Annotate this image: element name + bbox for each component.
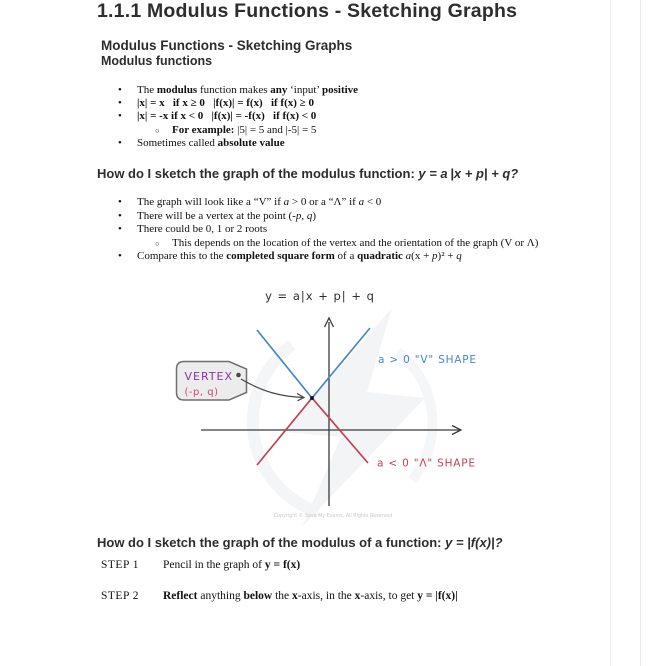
list-item-text	[137, 210, 316, 224]
list-item	[118, 84, 588, 97]
list-item-text	[172, 237, 538, 251]
list-item-text	[137, 196, 381, 210]
text-segment: The	[137, 84, 157, 96]
page-subheading: Modulus functions	[101, 54, 213, 68]
page-edge-line	[640, 0, 641, 666]
step-label: STEP 2	[101, 590, 140, 602]
text-segment: anything	[197, 590, 244, 602]
text-segment: a	[358, 196, 365, 208]
text-segment: (x +	[411, 250, 433, 263]
text-segment: Compare this to the	[137, 250, 227, 263]
vertex-tag	[177, 362, 247, 401]
bullet-marker: •	[118, 223, 122, 236]
text-segment: the	[272, 590, 293, 602]
text-segment: p	[295, 209, 302, 222]
list-item	[118, 124, 588, 137]
equation-label: y = a|x + p| + q	[265, 289, 375, 303]
bullet-marker: •	[118, 209, 122, 222]
list-item-text	[137, 223, 267, 237]
text-segment: q	[306, 209, 313, 222]
page-title: 1.1.1 Modulus Functions - Sketching Graphs	[97, 0, 518, 22]
bullet-marker: •	[118, 250, 122, 263]
text-segment: x	[292, 590, 298, 602]
bullet-marker: •	[118, 84, 122, 96]
lambda-shape-label: a < 0 "Λ" SHAPE	[377, 457, 476, 470]
list-item	[118, 97, 588, 110]
text-segment: below	[243, 590, 273, 602]
step-row	[101, 559, 458, 571]
step-label: STEP 1	[101, 559, 140, 571]
text-segment: absolute value	[217, 136, 285, 149]
vertex-label: VERTEX	[184, 370, 234, 383]
list-item	[118, 110, 588, 123]
text-segment: any	[270, 84, 288, 96]
heading-text: How do I sketch the graph of the modulus of a function:	[97, 535, 446, 550]
bullet-marker: •	[118, 136, 122, 149]
text-segment: Pencil in the graph of	[163, 559, 265, 571]
bullet-marker: •	[118, 97, 122, 110]
copyright-text: Copyright © Save My Exams. All Rights Reserved	[273, 514, 393, 519]
list-item	[118, 196, 588, 210]
text-segment: )	[312, 209, 316, 222]
section-heading-modulus-of-function	[97, 535, 503, 550]
text-segment: ,	[301, 209, 307, 222]
text-segment: a	[283, 196, 290, 208]
text-segment: q	[456, 250, 462, 263]
heading-math: y = a |x + p| + q?	[418, 166, 519, 181]
text-segment: modulus	[156, 84, 198, 96]
text-segment: x	[354, 590, 361, 602]
tag-hole	[236, 373, 241, 378]
text-segment: a	[405, 250, 412, 263]
heading-text: How do I sketch the graph of the modulus function:	[97, 166, 419, 181]
step-text	[163, 559, 300, 571]
text-segment: |x| = -x if x < 0 |f(x)| = -f(x) if f(x) < 0	[137, 110, 317, 123]
step-text	[163, 590, 458, 602]
bullet-marker: ○	[155, 238, 160, 248]
list-item-text	[137, 110, 316, 123]
text-segment: function makes	[197, 84, 271, 96]
text-segment: positive	[321, 84, 359, 96]
page-edge-line	[610, 0, 611, 666]
page-subtitle: Modulus Functions - Sketching Graphs	[101, 38, 353, 53]
section-heading-sketch-modulus	[97, 166, 518, 181]
list-item	[118, 137, 588, 150]
list-item-text	[137, 97, 314, 110]
watermark-logo	[253, 308, 433, 527]
text-segment: ‘input’	[287, 84, 322, 96]
text-segment: quadratic	[357, 250, 403, 263]
text-segment: Reflect	[163, 590, 198, 602]
text-segment: > 0 or a “Λ” if	[289, 196, 359, 208]
bullet-marker: •	[118, 196, 122, 208]
text-segment: completed square form	[226, 250, 335, 263]
list-item	[118, 250, 588, 264]
text-segment: Sometimes called	[137, 136, 218, 149]
list-item-text	[137, 137, 285, 150]
text-segment: y = f(x)	[264, 559, 301, 571]
text-segment: There will be a vertex at the point (-	[137, 209, 296, 222]
step-row	[101, 590, 458, 602]
text-segment: The graph will look like a “V” if	[137, 196, 284, 208]
text-segment: There could be 0, 1 or 2 roots	[137, 223, 268, 236]
text-segment: |5| = 5 and |-5| = 5	[234, 123, 317, 136]
vertex-point	[310, 396, 314, 400]
list-item-text	[172, 124, 316, 137]
text-segment: |x| = x if x ≥ 0 |f(x)| = f(x) if f(x) ≥ 0	[137, 97, 314, 110]
list-item	[118, 223, 588, 237]
text-segment: p	[432, 250, 438, 263]
list-item-text	[137, 84, 358, 97]
heading-math: y = |f(x)|?	[445, 535, 503, 550]
text-segment: y = |f(x)|	[417, 590, 458, 602]
modulus-definition-list	[118, 84, 588, 150]
text-segment: For example:	[172, 123, 235, 136]
sketch-rules-list	[118, 196, 588, 264]
bullet-marker: •	[118, 110, 122, 123]
vertex-coords-label: (-p, q)	[184, 387, 219, 398]
v-shape-label: a > 0 "V" SHAPE	[378, 354, 477, 366]
text-segment: of a	[334, 250, 358, 263]
steps-list	[101, 559, 458, 621]
text-segment: )² +	[437, 250, 457, 263]
text-segment: -axis, to get	[360, 590, 418, 602]
text-segment: This depends on the location of the vertex and the orientation of the graph (V or Λ)	[172, 236, 539, 249]
list-item	[118, 237, 588, 251]
text-segment: < 0	[364, 196, 382, 208]
bullet-marker: ○	[155, 125, 160, 135]
modulus-graph	[150, 283, 530, 529]
list-item	[118, 210, 588, 224]
text-segment: -axis, in the	[297, 590, 355, 602]
list-item-text	[137, 250, 462, 264]
